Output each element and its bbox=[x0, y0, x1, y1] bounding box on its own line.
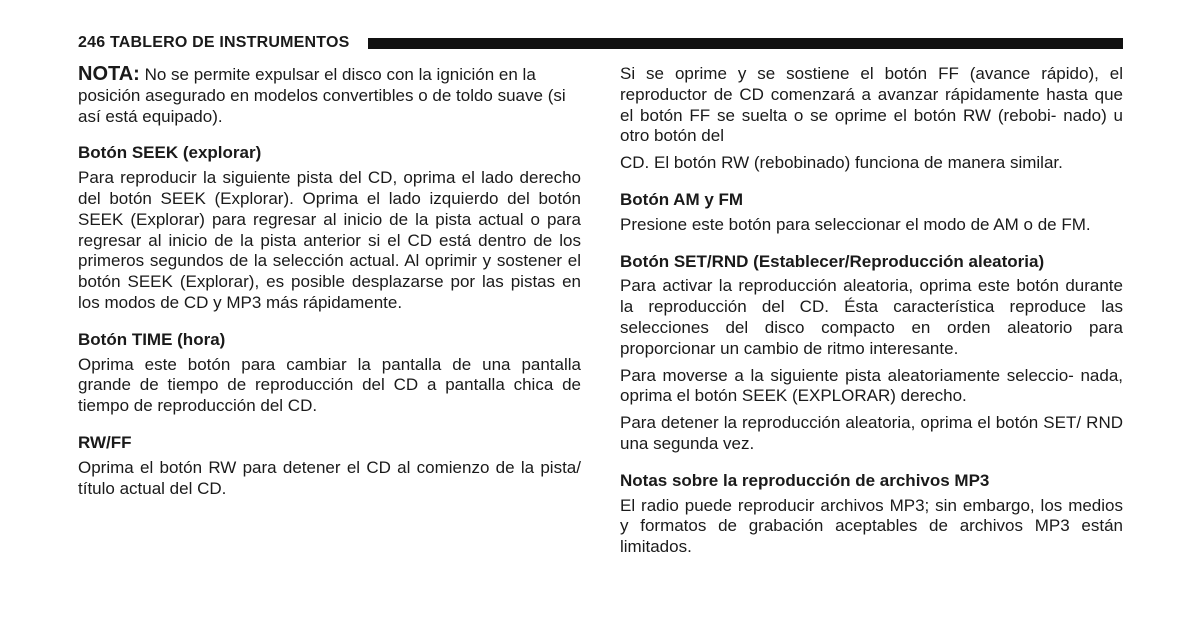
time-heading: Botón TIME (hora) bbox=[78, 329, 226, 349]
setrnd-text-3: Para detener la reproducción aleatoria, oprima el botón SET/ RND una segunda vez. bbox=[620, 413, 1123, 453]
page-header bbox=[78, 33, 1123, 53]
left-column bbox=[78, 64, 581, 505]
seek-text: Para reproducir la siguiente pista del CD, oprima el lado derecho del botón SEEK (Explorar). Oprima el lado izquierdo del botón SEEK (Explorar) para regresar al inicio de la pista actual o para regresar al inicio de la pista anterior si el CD está dentro de los primeros segundos de la selección actual. Al oprimir y sostener el botón SEEK (Explorar), es posible desplazarse por las pistas en los modos de CD y MP3 más rápidamente. bbox=[78, 168, 581, 312]
mp3-text: El radio puede reproducir archivos MP3; sin embargo, los medios y formatos de grabación aceptables de archivos MP3 están limitados. bbox=[620, 495, 1123, 557]
amfm-text: Presione este botón para seleccionar el modo de AM o de FM. bbox=[620, 214, 1091, 234]
ff-text-2: CD. El botón RW (rebobinado) funciona de manera similar. bbox=[620, 153, 1063, 173]
header-rule bbox=[368, 38, 1123, 49]
rwff-text: Oprima el botón RW para detener el CD al comienzo de la pista/ título actual del CD. bbox=[78, 457, 581, 498]
note-paragraph bbox=[78, 64, 581, 127]
page-header-title: 246 TABLERO DE INSTRUMENTOS bbox=[78, 34, 350, 51]
note-label: NOTA: bbox=[78, 63, 140, 85]
seek-heading: Botón SEEK (explorar) bbox=[78, 143, 262, 163]
time-text: Oprima este botón para cambiar la pantalla de una pantalla grande de tiempo de reproducción del CD a pantalla chica de tiempo de reproducción del CD. bbox=[78, 354, 581, 416]
mp3-heading: Notas sobre la reproducción de archivos MP3 bbox=[620, 470, 990, 490]
right-column bbox=[620, 64, 1123, 564]
rwff-heading: RW/FF bbox=[78, 432, 132, 452]
ff-text-1: Si se oprime y se sostiene el botón FF (avance rápido), el reproductor de CD comenzará a avanzar rápidamente hasta que el botón FF se suelta o se oprime el botón RW (rebobi- nado) u otro botón del bbox=[620, 64, 1123, 146]
setrnd-heading: Botón SET/RND (Establecer/Reproducción aleatoria) bbox=[620, 251, 1045, 271]
setrnd-text-2: Para moverse a la siguiente pista aleatoriamente seleccio- nada, oprima el botón SEEK (EXPLORAR) derecho. bbox=[620, 365, 1123, 406]
setrnd-text-1: Para activar la reproducción aleatoria, oprima este botón durante la reproducción del CD. Ésta característica reproduce las selecciones del disco compacto en orden aleatorio para proporcionar un cambio de ritmo interesante. bbox=[620, 276, 1123, 358]
note-text: No se permite expulsar el disco con la ignición en la posición asegurado en modelos convertibles o de toldo suave (si así está equipado). bbox=[78, 65, 566, 126]
amfm-heading: Botón AM y FM bbox=[620, 189, 744, 209]
